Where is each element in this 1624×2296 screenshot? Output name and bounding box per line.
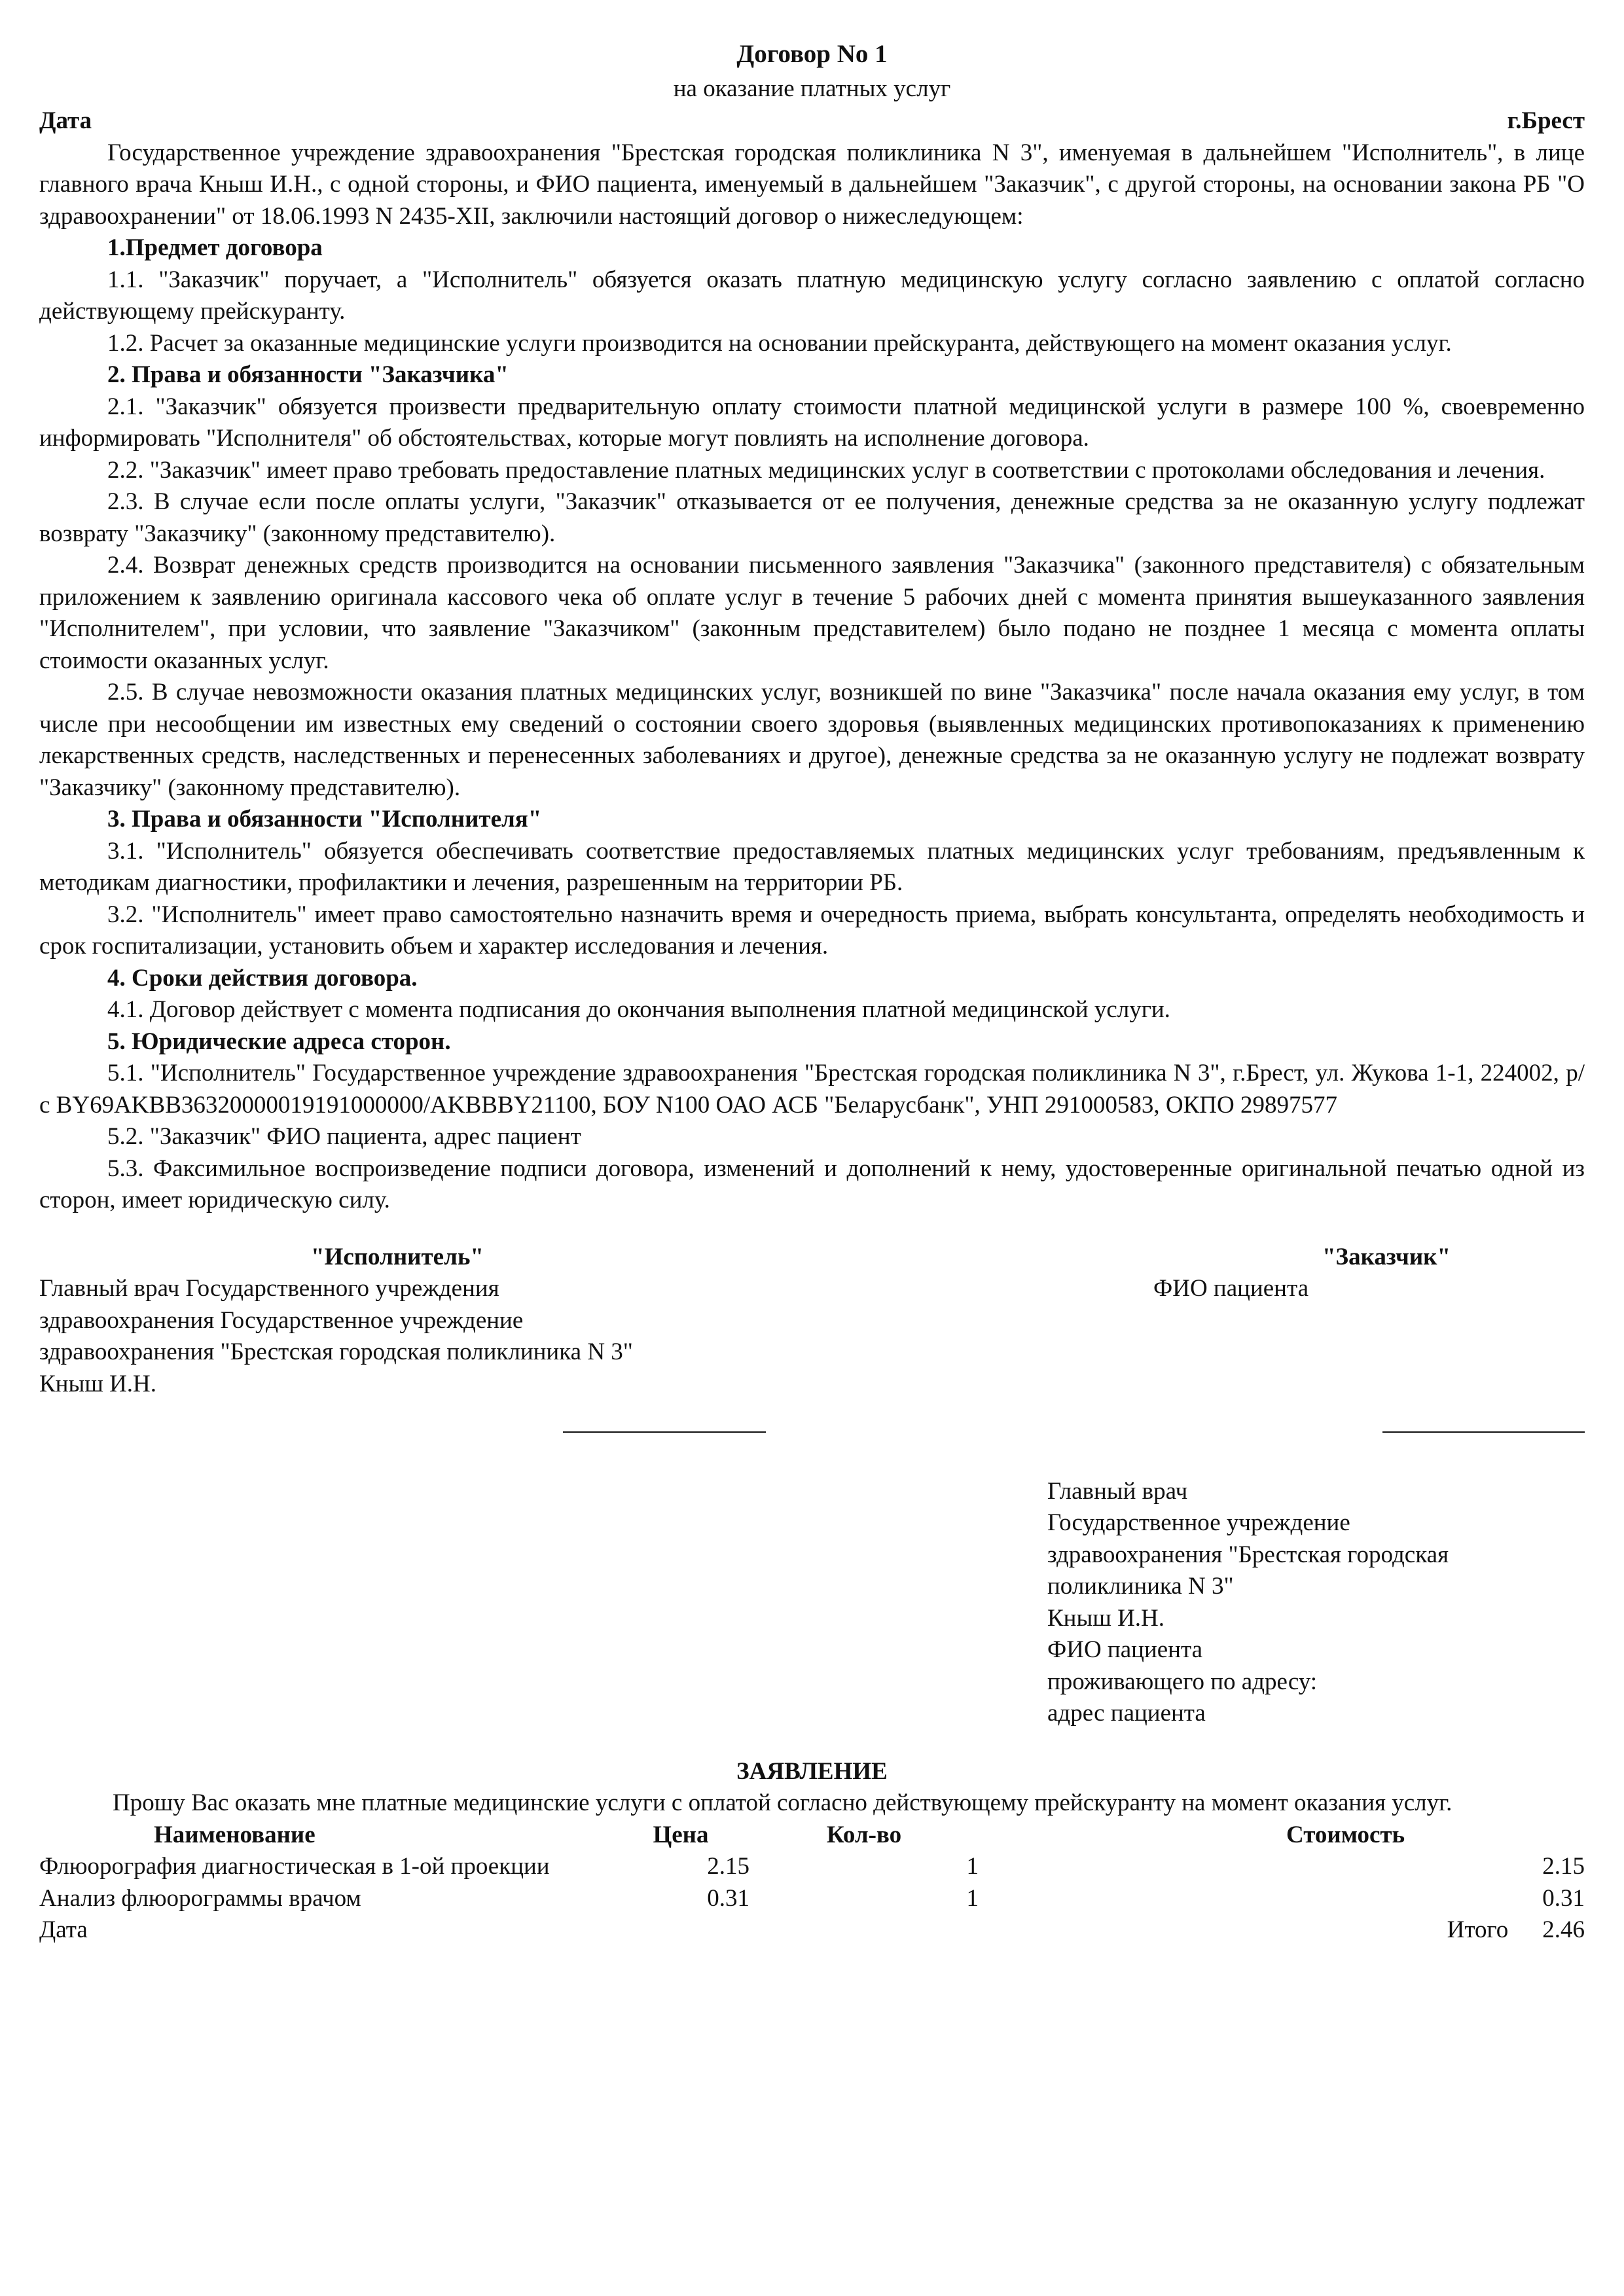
section-heading: 5. Юридические адреса сторон. [107,1028,451,1055]
statement-text: Прошу Вас оказать мне платные медицинские услуги с оплатой согласно действующему прейскуранту на момент оказания услуг. [113,1789,1453,1816]
section-heading: 2. Права и обязанности "Заказчика" [107,361,509,388]
clause: 2.2. "Заказчик" имеет право требовать предоставление платных медицинских услуг в соответствии с протоколами обследования и лечения. [107,456,1545,484]
service-cost: 0.31 [1542,1884,1585,1912]
column-header-name: Наименование [154,1821,316,1848]
customer-role: "Заказчик" [1322,1243,1451,1270]
service-price: 2.15 [707,1853,749,1880]
executor-signature-line [563,1431,766,1433]
total-label: Итого [1447,1916,1509,1943]
city-label: г.Брест [1507,107,1585,134]
clause: 5.3. Факсимильное воспроизведение подписи договора, изменений и дополнений к нему, удостоверенные оригинальной печатью одной из сторон, имеет юридическую силу. [39,1155,1585,1213]
addressee-line: ФИО пациента [1047,1636,1203,1663]
clause: 2.5. В случае невозможности оказания платных медицинских услуг, возникшей по вине "Заказчика" после начала оказания ему услуг, в том числе при несообщении им известных ему сведений о состоянии своего здоровья (выявленных медицинских противопоказаниях к применению лекарственных средств, наследственных и перенесенных заболеваниях и другое), денежные средства за не оказанную услугу не подлежат возврату "Заказчику" (законному представителю). [39,679,1585,801]
service-cost: 2.15 [1542,1853,1585,1880]
clause: 2.3. В случае если после оплаты услуги, "Заказчик" отказывается от ее получения, денежные средства за не оказанную услугу подлежат возврату "Заказчику" (законному представителю). [39,488,1585,547]
column-header-price: Цена [653,1821,709,1848]
customer-signature [1119,1242,1585,1305]
service-price: 0.31 [707,1884,749,1912]
clause: 3.2. "Исполнитель" имеет право самостоятельно назначить время и очередность приема, выбрать консультанта, определять необходимость и срок госпитализации, установить объем и характер исследования и лечения. [39,901,1585,960]
column-header-cost: Стоимость [1286,1821,1405,1848]
executor-signature [39,1242,792,1401]
document-title: Договор No 1 [736,40,888,68]
customer-name: ФИО пациента [1153,1275,1309,1302]
addressee-line: здравоохранения "Брестская городская [1047,1541,1449,1568]
service-qty: 1 [966,1853,979,1880]
table-row [39,1851,1585,1883]
addressee-line: адрес пациента [1047,1700,1206,1727]
addressee-line: Кныш И.Н. [1047,1604,1165,1632]
contract-page [39,36,1585,1946]
service-name: Анализ флюорограммы врачом [39,1884,361,1912]
statement-title: ЗАЯВЛЕНИЕ [736,1757,888,1785]
total-group [1447,1914,1585,1946]
clause: 3.1. "Исполнитель" обязуется обеспечивать соответствие предоставляемых платных медицинских услуг требованиям, предъявленным к методикам диагностики, профилактики и лечения, разрешенным на территории РБ. [39,837,1585,896]
table-row [39,1883,1585,1915]
total-row [39,1914,1585,1946]
clause: 2.1. "Заказчик" обязуется произвести предварительную оплату стоимости платной медицинской услуги в размере 100 %, своевременно информировать "Исполнителя" об обстоятельствах, которые могут повлиять на исполнение договора. [39,393,1585,452]
services-table [39,1820,1585,1915]
date-label: Дата [39,107,92,134]
addressee-line: Главный врач [1047,1477,1188,1505]
executor-line: здравоохранения Государственное учреждение [39,1306,524,1334]
executor-line: Кныш И.Н. [39,1370,157,1397]
addressee-block [1047,1476,1585,1730]
date-city-row [39,105,1585,137]
clause: 4.1. Договор действует с момента подписания до окончания выполнения платной медицинской услуги. [107,996,1170,1023]
service-qty: 1 [966,1884,979,1912]
service-name: Флюорография диагностическая в 1-ой проекции [39,1853,550,1880]
clause: 5.2. "Заказчик" ФИО пациента, адрес пациент [107,1123,581,1150]
signature-block [39,1242,1585,1444]
column-header-qty: Кол-во [826,1821,902,1848]
executor-line: Главный врач Государственного учреждения [39,1275,499,1302]
document-subtitle: на оказание платных услуг [673,75,951,102]
section-heading: 4. Сроки действия договора. [107,964,418,992]
addressee-line: Государственное учреждение [1047,1509,1350,1536]
clause: 1.1. "Заказчик" поручает, а "Исполнитель" обязуется оказать платную медицинскую услугу согласно заявлению с оплатой согласно действующему прейскуранту. [39,266,1585,325]
statement-date-label: Дата [39,1916,88,1943]
section-heading: 3. Права и обязанности "Исполнителя" [107,806,542,833]
clause: 2.4. Возврат денежных средств производится на основании письменного заявления "Заказчика" (законного представителя) с обязательным приложением к заявлению оригинала кассового чека об оплате услуг в течение 5 рабочих дней с момента принятия вышеуказанного заявления "Исполнителем", при условии, что заявление "Заказчиком" (законным представителем) было подано не позднее 1 месяца с момента оплаты стоимости оказанных услуг. [39,552,1585,674]
executor-line: здравоохранения "Брестская городская поликлиника N 3" [39,1338,633,1365]
clause: 1.2. Расчет за оказанные медицинские услуги производится на основании прейскуранта, действующего на момент оказания услуг. [107,329,1452,357]
executor-role: "Исполнитель" [311,1243,484,1270]
clause: 5.1. "Исполнитель" Государственное учреждение здравоохранения "Брестская городская поликлиника N 3", г.Брест, ул. Жукова 1-1, 224002, р/с BY69AKBB36320000019191000000/AKBBBY21100, БОУ N100 ОАО АСБ "Беларусбанк", УНП 291000583, ОКПО 29897577 [39,1060,1585,1119]
addressee-line: поликлиника N 3" [1047,1573,1234,1600]
customer-signature-line [1382,1431,1585,1433]
table-header-row [39,1820,1585,1852]
total-value: 2.46 [1542,1916,1585,1943]
addressee-line: проживающего по адресу: [1047,1668,1318,1695]
intro-paragraph: Государственное учреждение здравоохранения "Брестская городская поликлиника N 3", именуемая в дальнейшем "Исполнитель", в лице главного врача Кныш И.Н., с одной стороны, и ФИО пациента, именуемый в дальнейшем "Заказчик", с другой стороны, на основании закона РБ "О здравоохранении" от 18.06.1993 N 2435-XII, заключили настоящий договор о нижеследующем: [39,139,1585,230]
section-heading: 1.Предмет договора [107,234,323,261]
